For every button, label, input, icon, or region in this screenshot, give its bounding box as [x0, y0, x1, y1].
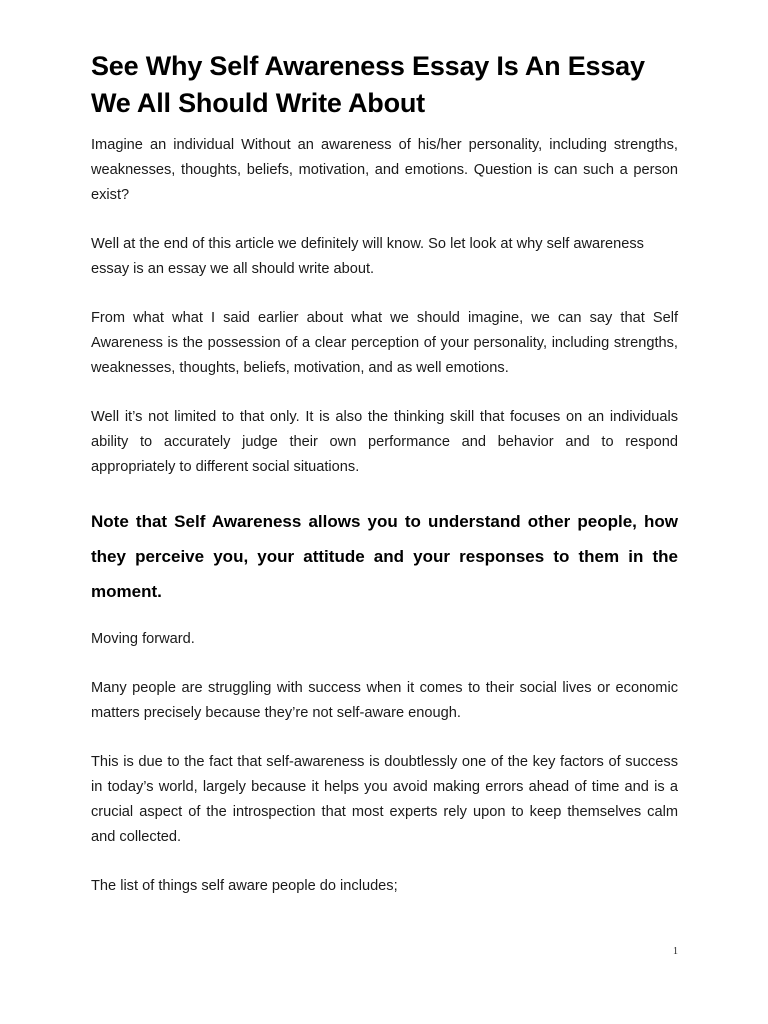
page-number: 1 — [673, 946, 678, 957]
paragraph-end-of-article: Well at the end of this article we definitely will know. So let look at why self awareness essay is an essay we all should write about. — [91, 236, 644, 277]
document-title: See Why Self Awareness Essay Is An Essay We All Should Write About — [91, 51, 645, 118]
paragraph-key-factors: This is due to the fact that self-awareness is doubtlessly one of the key factors of success in today’s world, largely because it helps you avoid making errors ahead of time and is a crucial aspect of the introspection that most experts rely upon to keep themselves calm and collected. — [91, 754, 678, 845]
paragraph-moving-forward: Moving forward. — [91, 631, 195, 647]
paragraph-intro: Imagine an individual Without an awareness of his/her personality, including strengths, weaknesses, thoughts, beliefs, motivation, and emotions. Question is can such a person exist? — [91, 137, 678, 203]
document-page — [91, 48, 678, 923]
paragraph-definition: From what what I said earlier about what we should imagine, we can say that Self Awareness is the possession of a clear perception of your personality, including strengths, weaknesses, thoughts, beliefs, motivation, and as well emotions. — [91, 310, 678, 376]
paragraph-thinking-skill: Well it’s not limited to that only. It is also the thinking skill that focuses on an individuals ability to accurately judge their own performance and behavior and to respond appropriately to different social situations. — [91, 409, 678, 475]
paragraph-struggling: Many people are struggling with success when it comes to their social lives or economic matters precisely because they’re not self-aware enough. — [91, 680, 678, 721]
highlighted-note: Note that Self Awareness allows you to understand other people, how they perceive you, your attitude and your responses to them in the moment. — [91, 512, 678, 601]
paragraph-list-intro: The list of things self aware people do includes; — [91, 878, 398, 894]
